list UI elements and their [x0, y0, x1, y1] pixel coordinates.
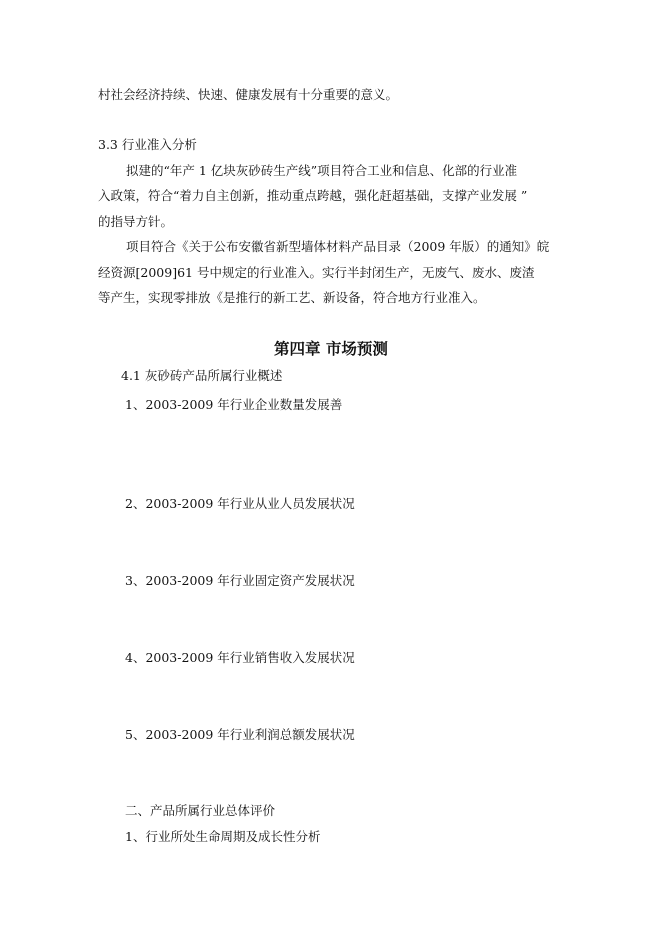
list-item: 5、2003-2009 年行业利润总额发展状况 [125, 727, 355, 742]
list-item: 4、2003-2009 年行业销售收入发展状况 [125, 650, 355, 665]
section-heading: 二、产品所属行业总体评价 [125, 803, 276, 818]
paragraph-line: 项目符合《关于公布安徽省新型墙体材料产品目录（2009 年版）的通知》皖 [126, 239, 550, 254]
list-item: 1、行业所处生命周期及成长性分析 [125, 829, 321, 844]
list-item: 1、2003-2009 年行业企业数量发展善 [125, 397, 343, 412]
chapter-title: 第四章 市场预测 [274, 339, 388, 358]
paragraph-line: 拟建的“年产 1 亿块灰砂砖生产线”项目符合工业和信息、化部的行业准 [126, 163, 518, 178]
list-item: 2、2003-2009 年行业从业人员发展状况 [125, 496, 355, 511]
paragraph-line: 的指导方针。 [98, 214, 174, 229]
paragraph-line: 村社会经济持续、快速、健康发展有十分重要的意义。 [98, 87, 399, 102]
paragraph-line: 等产生，实现零排放《是推行的新工艺、新设备，符合地方行业准入。 [98, 290, 486, 305]
section-heading: 3.3 行业准入分析 [98, 137, 197, 152]
paragraph-line: 经资源[2009]61 号中规定的行业准入。实行半封闭生产，无废气、废水、废渣 [98, 265, 535, 280]
paragraph-line: 入政策，符合“着力自主创新，推动重点跨越，强化赶超基础，支撑产业发展 ” [98, 188, 528, 203]
list-item: 3、2003-2009 年行业固定资产发展状况 [125, 573, 355, 588]
section-heading: 4.1 灰砂砖产品所属行业概述 [121, 368, 283, 383]
